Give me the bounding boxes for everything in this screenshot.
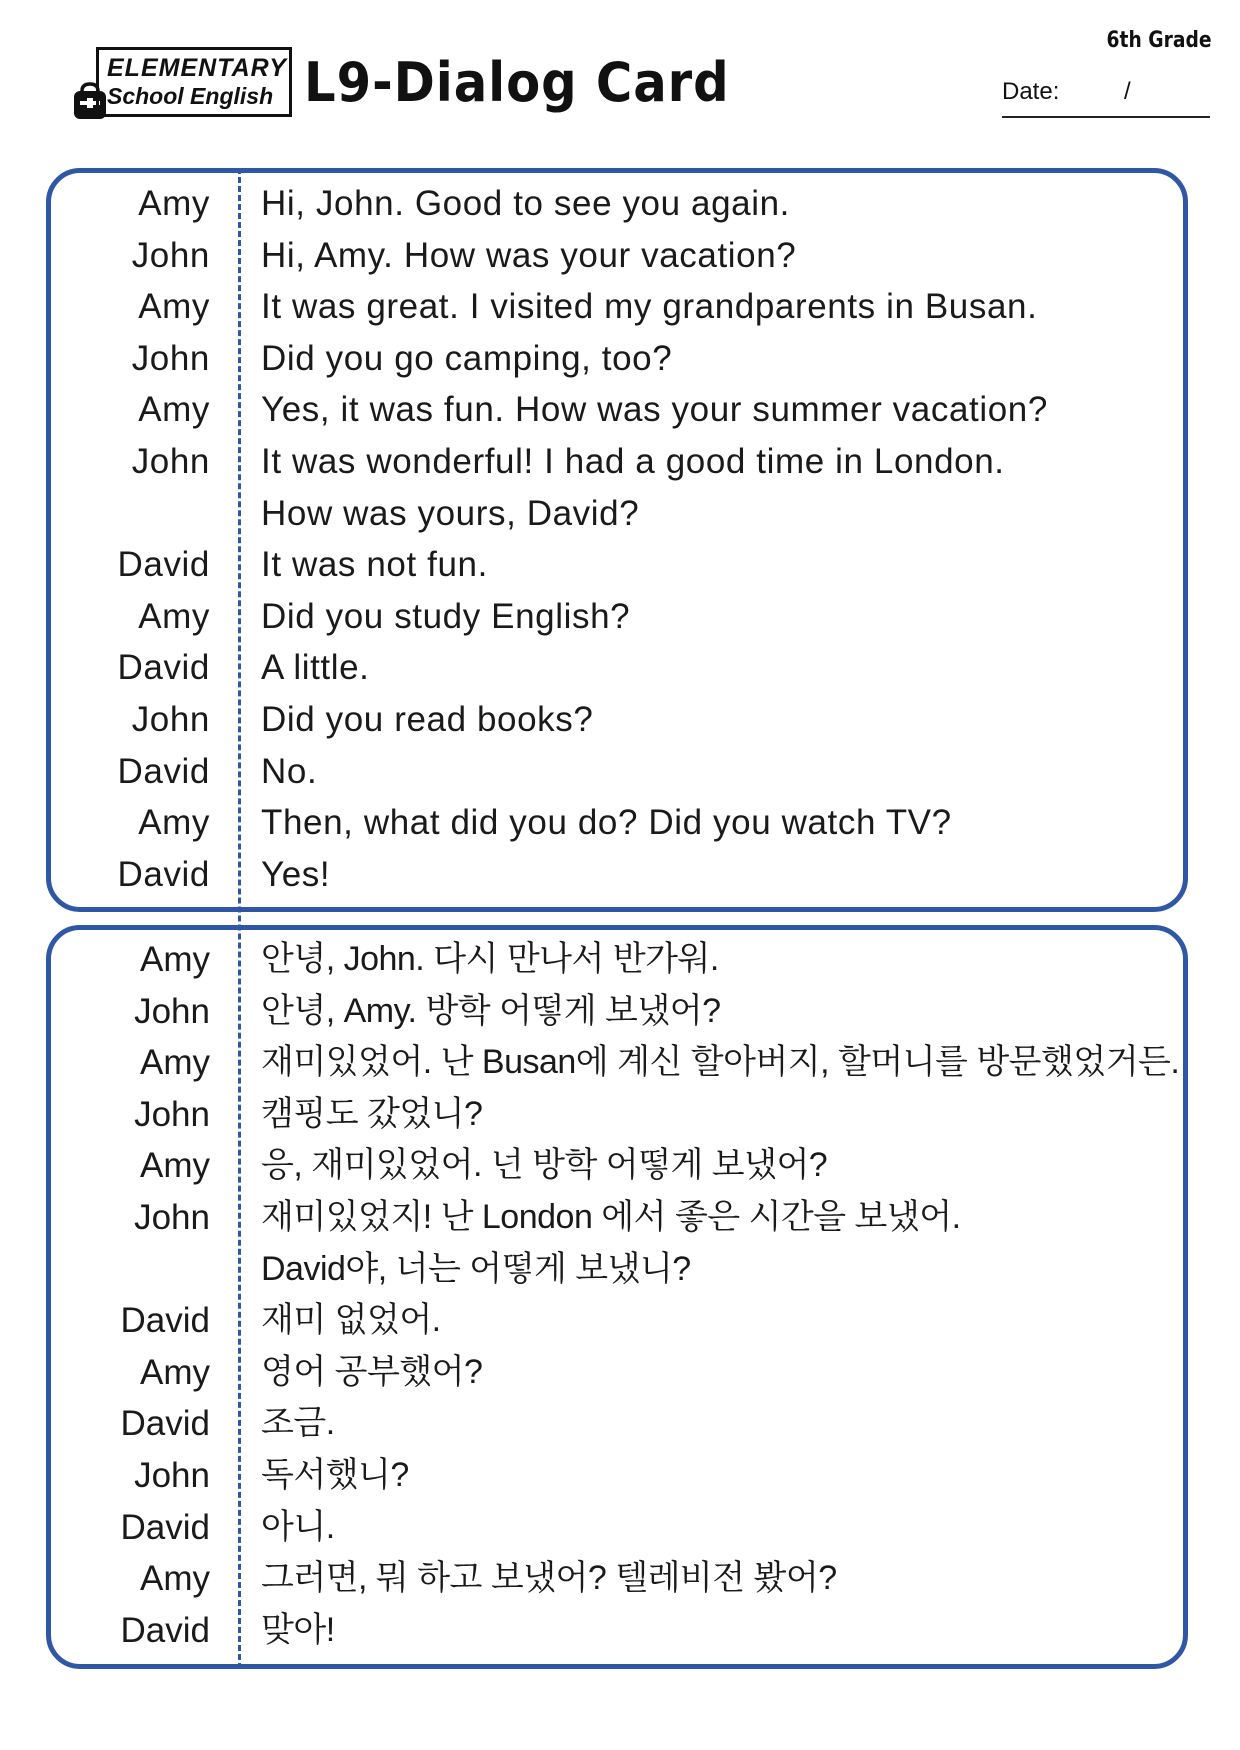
dialog-line: 재미있었어. 난 Busan에 계신 할아버지, 할머니를 방문했었거든.: [261, 1043, 1180, 1082]
speaker-name: David: [120, 1301, 210, 1341]
dialog-line: Hi, Amy. How was your vacation?: [261, 235, 797, 275]
dialog-row: [46, 797, 1188, 849]
dialog-line: 독서했니?: [261, 1455, 409, 1494]
dialog-line: 재미있었지! 난 London 에서 좋은 시간을 보냈어.: [261, 1197, 961, 1236]
speaker-name: John: [134, 1455, 210, 1495]
dialog-line: No.: [261, 751, 318, 791]
dialog-line: 안녕, John. 다시 만나서 반가워.: [261, 940, 719, 978]
english-dialog-lines: [46, 178, 1188, 900]
speaker-name: John: [131, 699, 210, 739]
dialog-line: Did you study English?: [261, 596, 631, 636]
logo: [70, 45, 300, 125]
speaker-name: John: [131, 441, 210, 481]
dialog-line: Yes!: [261, 854, 331, 894]
speaker-name: Amy: [140, 1146, 210, 1186]
dialog-row: [46, 178, 1188, 230]
dialog-row: [46, 281, 1188, 333]
speaker-name: John: [131, 338, 210, 378]
dialog-line: 맞아!: [261, 1610, 335, 1649]
dialog-row: [46, 1192, 1188, 1244]
dialog-row: [46, 591, 1188, 643]
logo-text-box: [96, 47, 292, 117]
dialog-line: 그러면, 뭐 하고 보냈어? 텔레비전 봤어?: [261, 1559, 837, 1598]
dialog-line: It was wonderful! I had a good time in London.: [261, 441, 1005, 481]
dialog-row: [46, 1244, 1188, 1296]
header: [0, 0, 1240, 160]
speaker-name: David: [120, 1404, 210, 1444]
dialog-line: David야, 너는 어떻게 보냈니?: [261, 1249, 691, 1288]
dialog-line: 조금.: [261, 1404, 335, 1443]
speaker-name: Amy: [138, 184, 210, 223]
dialog-line: 재미 없었어.: [261, 1301, 441, 1340]
page-title: L9-Dialog Card: [304, 51, 730, 114]
speaker-name: Amy: [140, 1352, 210, 1392]
date-label: Date:: [1002, 78, 1060, 105]
dialog-row: [46, 694, 1188, 746]
speaker-name: Amy: [138, 390, 210, 430]
dialog-row: [46, 849, 1188, 901]
dialog-line: It was great. I visited my grandparents in Busan.: [261, 287, 1038, 327]
dialog-row: [46, 539, 1188, 591]
speaker-name: John: [131, 235, 210, 275]
speaker-name: John: [134, 991, 210, 1031]
grade-label: 6th Grade: [1106, 28, 1212, 53]
dialog-line: 응, 재미있었어. 넌 방학 어떻게 보냈어?: [261, 1146, 828, 1185]
speaker-name: Amy: [138, 803, 210, 843]
dialog-line: 아니.: [261, 1507, 335, 1546]
dialog-line: 안녕, Amy. 방학 어떻게 보냈어?: [261, 991, 721, 1030]
speaker-name: Amy: [140, 940, 210, 979]
dialog-row: [46, 1398, 1188, 1450]
speaker-name: Amy: [138, 596, 210, 636]
speaker-name: Amy: [140, 1043, 210, 1083]
dialog-row: [46, 1295, 1188, 1347]
dialog-row: [46, 384, 1188, 436]
logo-line1: ELEMENTARY: [107, 54, 287, 82]
dialog-line: Did you read books?: [261, 699, 594, 739]
speaker-name: David: [120, 1507, 210, 1547]
dialog-row: [46, 488, 1188, 540]
dialog-line: Yes, it was fun. How was your summer vacation?: [261, 390, 1048, 430]
dialog-line: 영어 공부했어?: [261, 1352, 483, 1391]
dialog-row: [46, 1553, 1188, 1605]
dialog-row: [46, 1450, 1188, 1502]
dialog-row: [46, 1347, 1188, 1399]
speaker-name: David: [117, 545, 210, 585]
date-separator: /: [1124, 78, 1131, 105]
dialog-line: How was yours, David?: [261, 493, 640, 533]
dialog-row: [46, 1140, 1188, 1192]
dialog-row: [46, 230, 1188, 282]
speaker-name: Amy: [140, 1559, 210, 1599]
dialog-row: [46, 1037, 1188, 1089]
speaker-name: John: [134, 1197, 210, 1237]
dialog-row: [46, 333, 1188, 385]
speaker-name: David: [117, 648, 210, 688]
date-field: [1002, 76, 1210, 118]
dialog-row: [46, 436, 1188, 488]
korean-dialog-lines: [46, 934, 1188, 1656]
dialog-row: [46, 934, 1188, 986]
dialog-row: [46, 1605, 1188, 1657]
dialog-line: It was not fun.: [261, 545, 488, 585]
dialog-line: 캠핑도 갔었니?: [261, 1094, 483, 1133]
dialog-row: [46, 642, 1188, 694]
speaker-name: David: [120, 1610, 210, 1650]
speaker-name: David: [117, 751, 210, 791]
speaker-name: Amy: [138, 287, 210, 327]
dialog-line: Hi, John. Good to see you again.: [261, 184, 790, 223]
speaker-name: John: [134, 1094, 210, 1134]
logo-line2: School English: [107, 83, 274, 109]
speaker-name: David: [117, 854, 210, 894]
dialog-line: Did you go camping, too?: [261, 338, 673, 378]
dialog-row: [46, 746, 1188, 798]
dialog-line: Then, what did you do? Did you watch TV?: [261, 803, 952, 843]
dialog-row: [46, 1502, 1188, 1554]
dialog-line: A little.: [261, 648, 370, 688]
dialog-row: [46, 1089, 1188, 1141]
dialog-row: [46, 986, 1188, 1038]
